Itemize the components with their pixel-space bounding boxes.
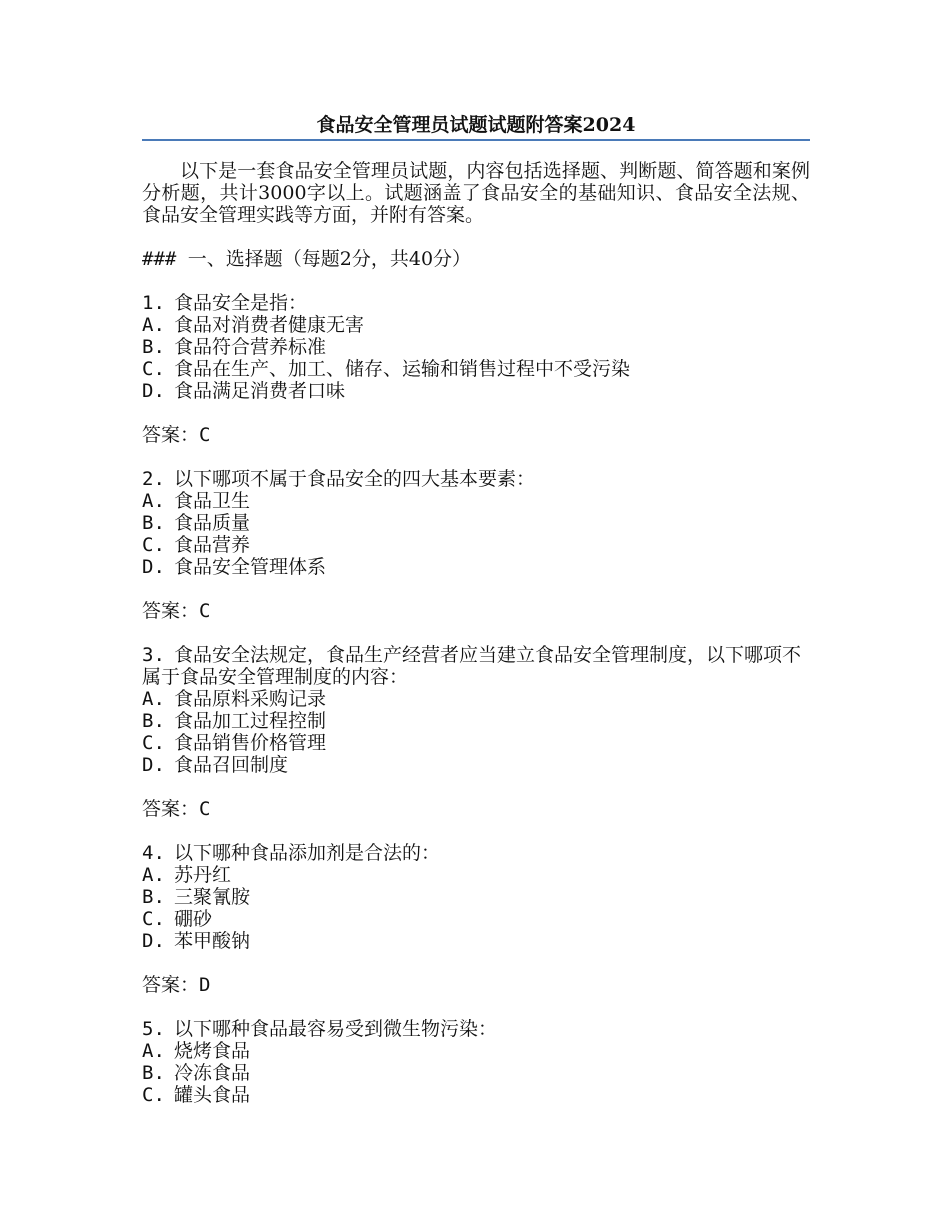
- option-line: [142, 908, 810, 930]
- question-item: [142, 842, 810, 952]
- option-line: [142, 490, 810, 512]
- option-line: [142, 710, 810, 732]
- question-item: [142, 644, 810, 776]
- option-key: B.: [142, 886, 165, 908]
- question-stem: 食品安全法规定，食品生产经营者应当建立食品安全管理制度，以下哪项不属于食品安全管理制度的内容：: [142, 644, 802, 688]
- option-key: A.: [142, 1040, 165, 1062]
- option-line: [142, 754, 810, 776]
- option-line: [142, 556, 810, 578]
- option-key: A.: [142, 688, 165, 710]
- option-key: A.: [142, 864, 165, 886]
- option-line: [142, 886, 810, 908]
- option-text: 食品满足消费者口味: [174, 380, 346, 402]
- question-number: 1.: [142, 292, 165, 314]
- document-title: 食品安全管理员试题试题附答案2024: [316, 114, 636, 136]
- question-text: [142, 292, 810, 314]
- option-text: 食品营养: [174, 534, 251, 556]
- question-text: [142, 1018, 810, 1040]
- option-line: [142, 930, 810, 952]
- option-text: 三聚氰胺: [174, 886, 251, 908]
- question-item: [142, 1018, 810, 1106]
- option-line: [142, 534, 810, 556]
- option-line: [142, 358, 810, 380]
- option-text: 食品卫生: [174, 490, 251, 512]
- document-body: [142, 160, 810, 1128]
- option-text: 食品销售价格管理: [174, 732, 327, 754]
- option-key: D.: [142, 754, 165, 776]
- option-key: B.: [142, 710, 165, 732]
- option-key: D.: [142, 930, 165, 952]
- option-text: 食品召回制度: [174, 754, 289, 776]
- option-key: D.: [142, 380, 165, 402]
- intro-paragraph: 以下是一套食品安全管理员试题，内容包括选择题、判断题、简答题和案例分析题，共计3000字以上。试题涵盖了食品安全的基础知识、食品安全法规、食品安全管理实践等方面，并附有答案。: [142, 160, 810, 226]
- option-text: 烧烤食品: [174, 1040, 251, 1062]
- option-text: 冷冻食品: [174, 1062, 251, 1084]
- option-line: [142, 512, 810, 534]
- option-key: D.: [142, 556, 165, 578]
- option-text: 食品质量: [174, 512, 251, 534]
- question-text: [142, 644, 810, 688]
- option-line: [142, 864, 810, 886]
- question-stem: 以下哪种食品添加剂是合法的：: [174, 842, 441, 864]
- option-line: [142, 336, 810, 358]
- answer-line: [142, 600, 810, 622]
- option-text: 食品符合营养标准: [174, 336, 327, 358]
- option-text: 硼砂: [174, 908, 213, 930]
- answer-label: 答案：: [142, 974, 200, 996]
- option-text: 食品加工过程控制: [174, 710, 327, 732]
- option-key: B.: [142, 336, 165, 358]
- answer-label: 答案：: [142, 798, 200, 820]
- question-text: [142, 468, 810, 490]
- option-key: B.: [142, 512, 165, 534]
- question-stem: 以下哪项不属于食品安全的四大基本要素：: [174, 468, 536, 490]
- title-divider: [142, 139, 810, 141]
- option-line: [142, 1062, 810, 1084]
- option-text: 食品对消费者健康无害: [174, 314, 365, 336]
- option-key: A.: [142, 314, 165, 336]
- question-number: 2.: [142, 468, 165, 490]
- question-number: 5.: [142, 1018, 165, 1040]
- question-number: 4.: [142, 842, 165, 864]
- option-key: C.: [142, 534, 165, 556]
- option-text: 罐头食品: [174, 1084, 251, 1106]
- option-text: 苏丹红: [174, 864, 232, 886]
- option-key: A.: [142, 490, 165, 512]
- answer-line: [142, 424, 810, 446]
- answer-line: [142, 974, 810, 996]
- answer-value: C: [199, 798, 211, 820]
- option-key: C.: [142, 908, 165, 930]
- option-line: [142, 314, 810, 336]
- answer-value: D: [199, 974, 211, 996]
- section-marker: ###: [142, 248, 177, 270]
- option-key: C.: [142, 358, 165, 380]
- question-number: 3.: [142, 644, 165, 666]
- answer-label: 答案：: [142, 600, 200, 622]
- option-text: 苯甲酸钠: [174, 930, 251, 952]
- option-key: B.: [142, 1062, 165, 1084]
- section-heading: [142, 248, 810, 270]
- section-heading-text: 一、选择题（每题2分，共40分）: [187, 248, 472, 270]
- option-line: [142, 688, 810, 710]
- question-item: [142, 292, 810, 402]
- option-text: 食品原料采购记录: [174, 688, 327, 710]
- option-line: [142, 1084, 810, 1106]
- question-item: [142, 468, 810, 578]
- option-key: C.: [142, 732, 165, 754]
- question-stem: 以下哪种食品最容易受到微生物污染：: [174, 1018, 498, 1040]
- answer-line: [142, 798, 810, 820]
- question-stem: 食品安全是指：: [174, 292, 308, 314]
- option-key: C.: [142, 1084, 165, 1106]
- option-text: 食品安全管理体系: [174, 556, 327, 578]
- question-text: [142, 842, 810, 864]
- option-line: [142, 380, 810, 402]
- answer-value: C: [199, 600, 211, 622]
- question-list: [142, 292, 810, 1106]
- answer-label: 答案：: [142, 424, 200, 446]
- answer-value: C: [199, 424, 211, 446]
- option-text: 食品在生产、加工、储存、运输和销售过程中不受污染: [174, 358, 631, 380]
- option-line: [142, 1040, 810, 1062]
- option-line: [142, 732, 810, 754]
